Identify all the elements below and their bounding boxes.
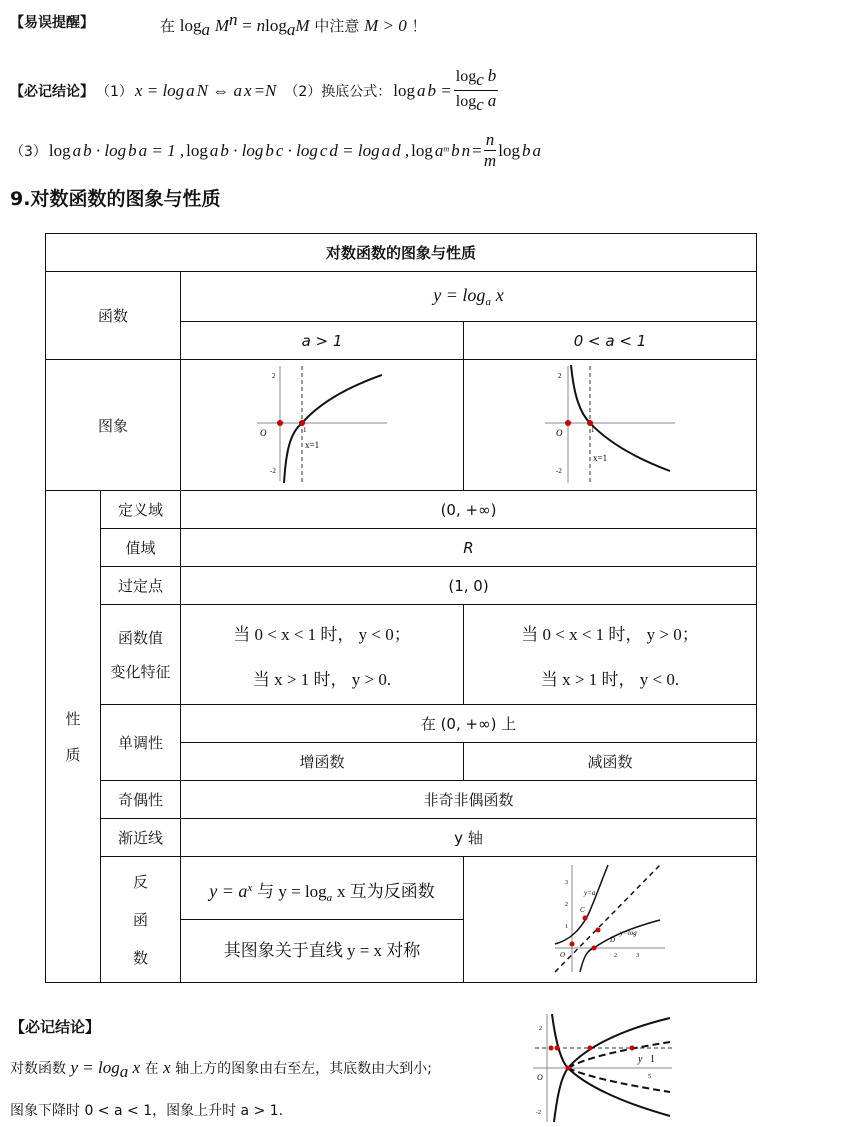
monotonicity-increasing: 增函数	[181, 743, 464, 781]
svg-text:2: 2	[565, 902, 568, 908]
point-origin	[277, 420, 283, 426]
svg-text:3: 3	[565, 880, 568, 886]
table-caption: 对数函数的图象与性质	[46, 234, 757, 272]
exp-curve	[555, 865, 608, 944]
fixed-point-value: (1, 0)	[181, 567, 757, 605]
point-2	[555, 1046, 560, 1051]
svg-text:2: 2	[539, 1026, 542, 1032]
svg-text:D: D	[610, 936, 616, 944]
tip-line	[10, 12, 94, 32]
inverse-text-1: $y = a^x$ 与 $y = \log_a x$ 互为反函数	[181, 857, 463, 920]
parity-value: 非奇非偶函数	[181, 781, 757, 819]
point-c	[583, 916, 588, 921]
change-a-gt-1: 当 0 < x < 1 时， y < 0； 当 x > 1 时， y > 0.	[181, 605, 464, 705]
graph-cell-decreasing	[464, 360, 757, 491]
svg-text:3: 3	[636, 953, 639, 959]
domain-label: 定义域	[101, 491, 181, 529]
tip-pre: 在	[160, 17, 176, 35]
log-curve	[580, 920, 660, 972]
change-a-lt-1: 当 0 < x < 1 时， y > 0； 当 x > 1 时， y < 0.	[464, 605, 757, 705]
func-label: 函数	[46, 272, 181, 360]
bottom-graph	[530, 1010, 675, 1125]
monotonicity-decreasing: 减函数	[464, 743, 757, 781]
bottom-conclusion-label: 【必记结论】	[10, 1018, 101, 1036]
inverse-text-2: 其图象关于直线 y = x 对称	[223, 941, 421, 960]
tick-one: 1	[303, 425, 307, 434]
point-mid	[596, 928, 601, 933]
svg-text:y=a: y=a	[584, 889, 596, 897]
point-origin	[565, 420, 571, 426]
svg-text:O: O	[560, 951, 566, 959]
graph-label: 图象	[46, 360, 181, 491]
svg-text:-2: -2	[536, 1110, 541, 1116]
fixed-point-label: 过定点	[101, 567, 181, 605]
inverse-graph	[550, 860, 670, 975]
range-label: 值域	[101, 529, 181, 567]
change-label: 函数值 变化特征	[101, 605, 181, 705]
y-tick-neg2: -2	[556, 466, 562, 475]
asymptote-label: x=1	[593, 452, 608, 463]
svg-text:y: y	[638, 1054, 643, 1065]
range-value: R	[181, 529, 757, 567]
bottom-line-1: 对数函数 $y = \log_a x$ 在 x 轴上方的图象由右至左，其底数由大到小;	[10, 1058, 432, 1081]
asymptote-label: x=1	[305, 439, 320, 450]
conclusion-line-1: 【必记结论】 （1） x = log a N ⇔ a x =N （2）换底公式： log a b = $\frac{\log_c b}{\log_c a}$	[10, 66, 497, 115]
y-tick-neg2: -2	[270, 466, 276, 475]
point-5	[630, 1046, 635, 1051]
point-y-intercept	[570, 942, 575, 947]
svg-text:C: C	[580, 906, 585, 914]
monotonicity-label: 单调性	[101, 705, 181, 781]
conclusion-line-3: （3） log a b · log b a = 1 , log a b · log b c · log c d = log a d , log $a^m$ b n = $\frac{n}{m}$ log b a	[10, 130, 541, 170]
tip-log: log	[179, 16, 202, 35]
asymptote-row-value: y 轴	[181, 819, 757, 857]
tip-formula: 在 $\log_a M^n = nlog_aM$ 中注意 M > 0 ！	[160, 10, 427, 39]
svg-text:2: 2	[614, 953, 617, 959]
inverse-label: 反 函 数	[101, 857, 181, 983]
case-a-lt-1: 0 < a < 1	[464, 322, 757, 360]
svg-text:y=log: y=log	[620, 929, 637, 937]
svg-text:5: 5	[648, 1074, 651, 1080]
increasing-curve	[284, 375, 382, 483]
props-label: 性 质	[46, 491, 101, 983]
asymptote-row-label: 渐近线	[101, 819, 181, 857]
func-expr: $y = \log_a x$	[181, 272, 757, 322]
log-graph-decreasing	[540, 361, 680, 486]
tip-label: 【易误提醒】	[10, 15, 94, 31]
parity-label: 奇偶性	[101, 781, 181, 819]
origin-label: O	[260, 427, 267, 438]
svg-text:O: O	[537, 1073, 543, 1082]
bottom-line-2: 图象下降时 0 < a < 1，图象上升时 a > 1.	[10, 1103, 284, 1119]
section-heading: 9.对数函数的图象与性质	[10, 188, 221, 210]
point-x-intercept	[592, 946, 597, 951]
graph-cell-increasing	[181, 360, 464, 491]
point-one-zero	[587, 420, 593, 426]
domain-value: (0, +∞)	[181, 491, 757, 529]
tip-cond: M > 0	[364, 16, 407, 35]
inverse-graph-cell	[464, 857, 757, 983]
decreasing-curve	[571, 365, 670, 471]
origin-label: O	[556, 427, 563, 438]
log-graph-increasing	[252, 361, 392, 486]
tip-base: a	[201, 20, 211, 39]
svg-text:1: 1	[565, 924, 568, 930]
conclusion-label: 【必记结论】	[10, 83, 94, 100]
tick-one: 1	[591, 425, 595, 434]
monotonicity-common: 在 (0, +∞) 上	[181, 705, 757, 743]
y-tick-2: 2	[558, 371, 562, 380]
change-of-base-fraction: $\frac{\log_c b}{\log_c a}$	[455, 66, 497, 115]
inverse-text-cell	[181, 857, 464, 983]
y-tick-2: 2	[272, 371, 276, 380]
line-y-equals-x	[555, 865, 660, 972]
properties-table	[45, 233, 757, 983]
point-4	[588, 1046, 593, 1051]
case-a-gt-1: a > 1	[181, 322, 464, 360]
point-3	[566, 1066, 571, 1071]
point-1	[549, 1046, 554, 1051]
svg-text:1: 1	[650, 1054, 655, 1065]
point-one-zero	[299, 420, 305, 426]
